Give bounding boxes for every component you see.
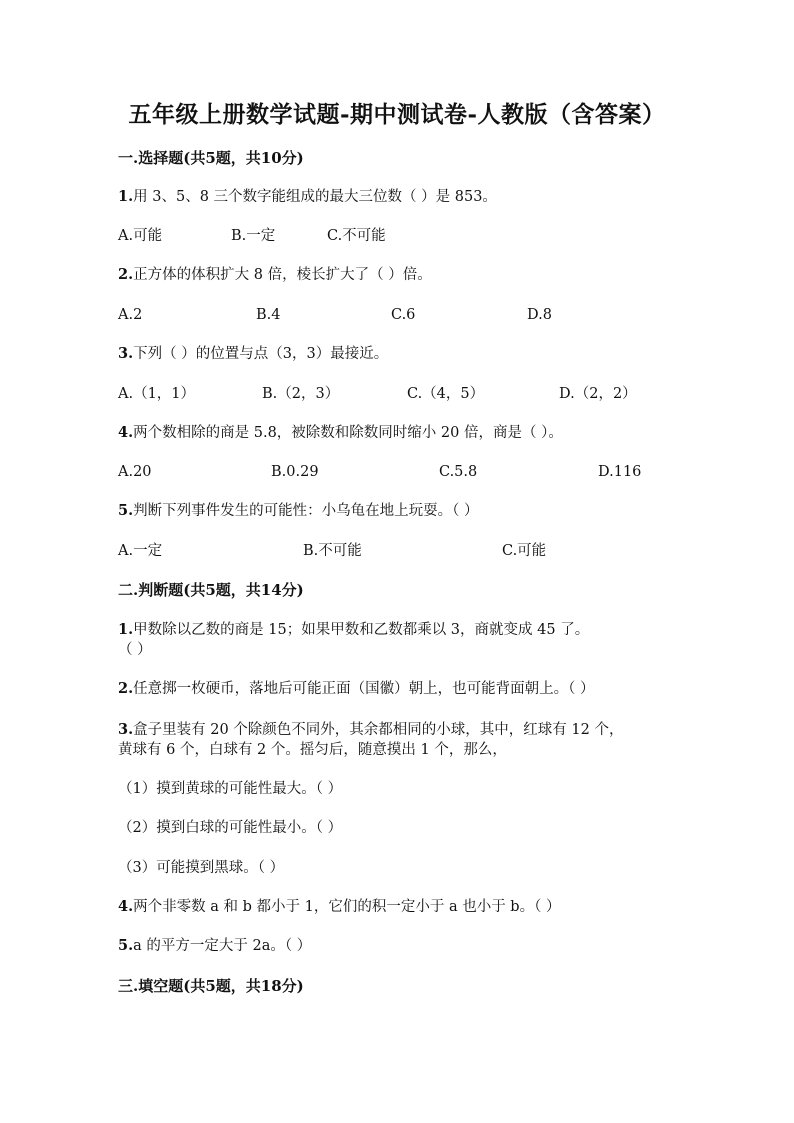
question-1-3 xyxy=(118,344,388,364)
question-2-1-answer: （ ） xyxy=(118,642,152,658)
option-a: A.（1，1） xyxy=(118,386,196,402)
question-number: 2. xyxy=(118,680,134,697)
question-number: 5. xyxy=(118,502,134,519)
section-heading-judge: 二.判断题(共5题，共14分) xyxy=(118,581,304,599)
question-text: 盒子里装有 20 个除颜色不同外，其余都相同的小球，其中，红球有 12 个， xyxy=(133,722,624,738)
option-a: A.可能 xyxy=(118,228,163,244)
option-c: C.不可能 xyxy=(327,228,386,244)
question-number: 2. xyxy=(118,266,134,283)
question-number: 1. xyxy=(118,188,134,205)
document-title: 五年级上册数学试题-期中测试卷-人教版（含答案） xyxy=(128,101,666,128)
sub-question-3: （3）可能摸到黑球。（ ） xyxy=(118,860,285,876)
option-c: C.5.8 xyxy=(439,464,478,480)
question-text: 甲数除以乙数的商是 15；如果甲数和乙数都乘以 3，商就变成 45 了。 xyxy=(133,622,590,638)
question-2-3 xyxy=(118,720,623,740)
question-2-2 xyxy=(118,679,595,699)
question-2-3-continued: 黄球有 6 个，白球有 2 个。摇匀后，随意摸出 1 个，那么， xyxy=(118,742,507,758)
question-1-2 xyxy=(118,265,432,285)
question-text: 下列（ ）的位置与点（3，3）最接近。 xyxy=(133,346,389,362)
question-number: 4. xyxy=(118,424,134,441)
question-1-4 xyxy=(118,423,563,443)
option-c: C.6 xyxy=(391,307,416,323)
sub-question-2: （2）摸到白球的可能性最小。（ ） xyxy=(118,820,343,836)
option-c: C.（4，5） xyxy=(407,386,485,402)
option-c: C.可能 xyxy=(502,543,547,559)
question-text: 正方体的体积扩大 8 倍，棱长扩大了（ ）倍。 xyxy=(133,267,432,283)
option-b: B.4 xyxy=(256,307,281,323)
question-number: 3. xyxy=(118,345,134,362)
option-d: D.116 xyxy=(598,464,642,480)
question-2-5 xyxy=(118,936,311,956)
question-text: a 的平方一定大于 2a。（ ） xyxy=(133,938,312,954)
question-text: 两个非零数 a 和 b 都小于 1，它们的积一定小于 a 也小于 b。（ ） xyxy=(133,899,561,915)
option-b: B.一定 xyxy=(231,228,276,244)
question-text: 用 3、5、8 三个数字能组成的最大三位数（ ）是 853。 xyxy=(133,189,497,205)
option-b: B.不可能 xyxy=(303,543,362,559)
question-number: 3. xyxy=(118,721,134,738)
option-b: B.0.29 xyxy=(271,464,319,480)
section-heading-choice: 一.选择题(共5题，共10分) xyxy=(118,149,304,167)
question-number: 5. xyxy=(118,937,134,954)
question-number: 4. xyxy=(118,898,134,915)
question-2-4 xyxy=(118,897,560,917)
option-a: A.一定 xyxy=(118,543,163,559)
option-d: D.（2，2） xyxy=(559,386,637,402)
question-text: 判断下列事件发生的可能性：小乌龟在地上玩耍。（ ） xyxy=(133,503,479,519)
question-text: 两个数相除的商是 5.8，被除数和除数同时缩小 20 倍，商是（ ）。 xyxy=(133,425,563,441)
option-b: B.（2，3） xyxy=(262,386,340,402)
sub-question-1: （1）摸到黄球的可能性最大。（ ） xyxy=(118,781,343,797)
section-heading-fill: 三.填空题(共5题，共18分) xyxy=(118,977,304,995)
question-2-1 xyxy=(118,620,589,640)
question-1-1 xyxy=(118,187,497,207)
option-a: A.2 xyxy=(118,307,143,323)
question-number: 1. xyxy=(118,621,134,638)
option-a: A.20 xyxy=(118,464,152,480)
question-text: 任意掷一枚硬币，落地后可能正面（国徽）朝上，也可能背面朝上。（ ） xyxy=(133,681,595,697)
option-d: D.8 xyxy=(527,307,552,323)
question-1-5 xyxy=(118,501,479,521)
